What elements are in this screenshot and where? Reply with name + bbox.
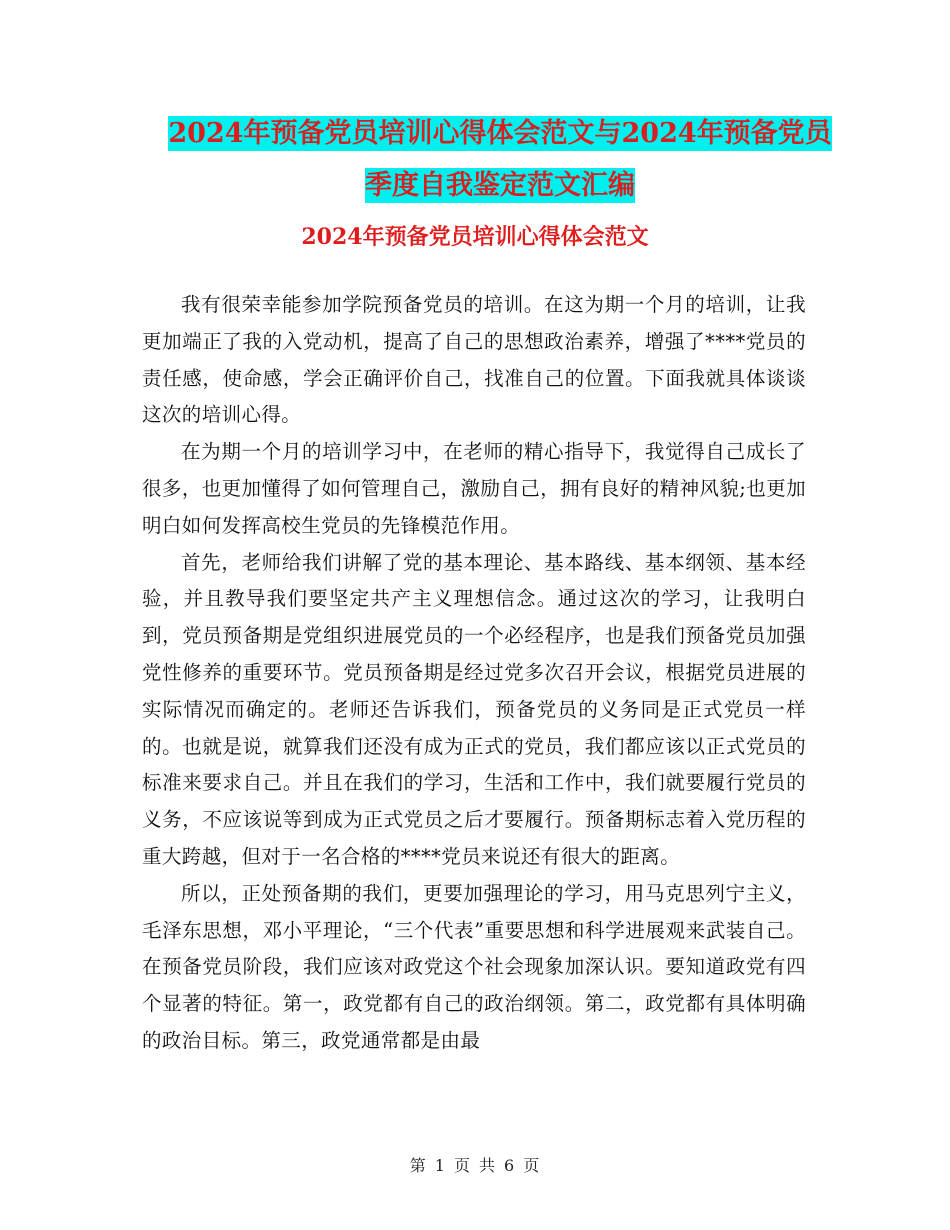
footer-total-word: 共 [479,1156,497,1175]
paragraph: 在为期一个月的培训学习中，在老师的精心指导下，我觉得自己成长了很多，也更加懂得了如何管理自己，激励自己，拥有良好的精神风貌;也更加明白如何发挥高校生党员的先锋模范作用。 [142,440,806,537]
current-page-number: 1 [434,1156,446,1175]
document-body [142,287,806,1060]
document-title [150,108,850,212]
footer-page-word: 页 [453,1156,471,1175]
section-title: 2024年预备党员培训心得体会范文 [301,224,649,250]
total-page-number: 6 [504,1156,516,1175]
footer-suffix: 页 [523,1156,541,1175]
document-title-line-1: 2024年预备党员培训心得体会范文与2024年预备党员 [168,118,832,149]
footer-prefix: 第 [409,1156,427,1175]
document-title-line-2: 季度自我鉴定范文汇编 [365,170,635,201]
paragraph: 所以，正处预备期的我们，更要加强理论的学习，用马克思列宁主义，毛泽东思想，邓小平理论，“三个代表”重要思想和科学进展观来武装自己。在预备党员阶段，我们应该对政党这个社会现象加深认识。要知道政党有四个显著的特征。第一，政党都有自己的政治纲领。第二，政党都有具体明确的政治目标。第三，政党通常都是由最 [142,881,806,1052]
paragraph: 首先，老师给我们讲解了党的基本理论、基本路线、基本纲领、基本经验，并且教导我们要坚定共产主义理想信念。通过这次的学习，让我明白到，党员预备期是党组织进展党员的一个必经程序，也是我们预备党员加强党性修养的重要环节。党员预备期是经过党多次召开会议，根据党员进展的实际情况而确定的。老师还告诉我们，预备党员的义务同是正式党员一样的。也就是说，就算我们还没有成为正式的党员，我们都应该以正式党员的标准来要求自己。并且在我们的学习，生活和工作中，我们就要履行党员的义务，不应该说等到成为正式党员之后才要履行。预备期标志着入党历程的重大跨越，但对于一名合格的****党员来说还有很大的距离。 [142,550,806,868]
page-footer [0,1155,950,1177]
paragraph: 我有很荣幸能参加学院预备党员的培训。在这为期一个月的培训，让我更加端正了我的入党动机，提高了自己的思想政治素养，增强了****党员的责任感，使命感，学会正确评价自己，找准自己的位置。下面我就具体谈谈这次的培训心得。 [142,293,806,427]
